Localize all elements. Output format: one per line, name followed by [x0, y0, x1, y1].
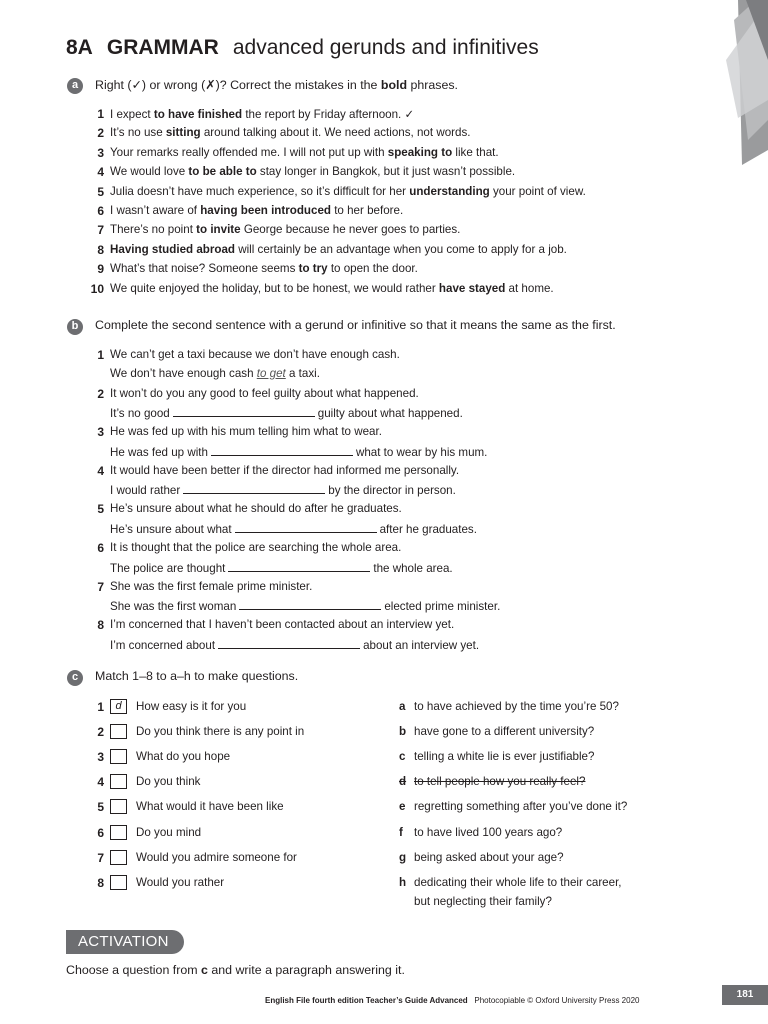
answer-box[interactable] — [110, 774, 127, 789]
answer-blank[interactable] — [173, 405, 315, 417]
original-sentence: It is thought that the police are searching the whole area. — [110, 541, 402, 554]
question-number: 3 — [97, 750, 104, 765]
ending-text: to have lived 100 years ago? — [414, 825, 563, 839]
sentence-start: I’m concerned about — [110, 638, 216, 652]
question-start: Do you mind — [136, 825, 202, 839]
bold-phrase: to invite — [196, 223, 241, 237]
question-start: Do you think — [136, 775, 201, 789]
sentence — [110, 165, 515, 178]
item-number: 7 — [97, 223, 104, 238]
sentence-text: to open the door. — [327, 262, 418, 276]
rewrite-sentence — [110, 521, 477, 536]
bold-phrase: to try — [298, 262, 328, 276]
ending-letter: a — [399, 700, 406, 713]
item-number: 2 — [97, 386, 104, 401]
sentence — [110, 126, 470, 139]
sentence-end: a taxi. — [285, 366, 320, 380]
sentence — [110, 107, 414, 121]
sentence-end: guilty about what happened. — [317, 407, 463, 421]
section-a-badge: a — [67, 78, 83, 94]
item-number: 3 — [97, 425, 104, 440]
question-number: 1 — [97, 700, 104, 714]
item-number: 6 — [97, 204, 104, 218]
example-answer: to get — [256, 366, 286, 380]
bold-phrase: Having studied abroad — [110, 242, 235, 256]
bold-phrase: to be able to — [188, 165, 257, 179]
sentence-end: after he graduates. — [379, 522, 477, 536]
item-number: 1 — [97, 107, 104, 121]
sentence — [110, 185, 586, 198]
ending-text-continued: but neglecting their family? — [414, 894, 552, 908]
original-sentence: We can’t get a taxi because we don’t have enough cash. — [110, 348, 400, 361]
sentence — [110, 204, 403, 217]
section-c-badge: c — [67, 670, 83, 686]
sentence-text: What’s that noise? Someone seems — [110, 262, 299, 276]
ending-letter: d — [399, 775, 407, 789]
sentence-text: There’s no point — [110, 223, 197, 237]
sentence-text: We would love — [110, 165, 189, 179]
sentence-text: George because he never goes to parties. — [240, 223, 461, 237]
sentence-text: It’s no use — [110, 126, 166, 140]
answer-blank[interactable] — [235, 521, 377, 533]
question-start: What would it have been like — [136, 800, 284, 814]
ending-letter: c — [399, 750, 406, 764]
rewrite-sentence — [110, 405, 463, 420]
page-title — [66, 36, 539, 60]
sentence-text: to her before. — [330, 204, 404, 217]
section-c-instruction: Match 1–8 to a–h to make questions. — [95, 669, 299, 683]
sentence-text: Julia doesn’t have much experience, so it’s difficult for her — [110, 184, 410, 198]
ending-text: regretting something after you’ve done it? — [414, 800, 628, 814]
answer-box[interactable] — [110, 749, 127, 764]
ending-text: to have achieved by the time you’re 50? — [414, 700, 619, 713]
sentence-text: around talking about it. We need actions, not words. — [200, 126, 471, 140]
answer-box[interactable] — [110, 825, 127, 840]
item-number: 7 — [97, 579, 104, 594]
answer-blank[interactable] — [183, 482, 325, 494]
item-number: 9 — [97, 262, 104, 277]
sentence-start: It’s no good — [110, 407, 170, 421]
page-number: 181 — [722, 985, 768, 1005]
section-a-instruction: Right (✓) or wrong (✗)? Correct the mistakes in the bold phrases. — [95, 78, 458, 92]
item-number: 2 — [97, 126, 104, 141]
item-number: 6 — [97, 541, 104, 555]
question-start: How easy is it for you — [136, 700, 247, 713]
item-number: 8 — [97, 618, 104, 633]
sentence-start: The police are thought — [110, 561, 226, 575]
sentence-end: what to wear by his mum. — [355, 445, 488, 459]
item-number: 4 — [97, 165, 104, 180]
sentence — [110, 223, 460, 236]
sentence-start: She was the first woman — [110, 600, 237, 614]
bold-phrase: sitting — [165, 126, 201, 140]
sentence — [110, 282, 554, 295]
section-word: GRAMMAR — [106, 36, 219, 59]
answer-blank[interactable] — [228, 560, 370, 572]
answer-box[interactable] — [110, 875, 127, 890]
bold-phrase: having been introduced — [200, 204, 331, 217]
sentence-start: We don’t have enough cash — [110, 366, 257, 380]
original-sentence: It won’t do you any good to feel guilty about what happened. — [110, 386, 419, 400]
question-number: 8 — [97, 875, 104, 890]
sentence-end: about an interview yet. — [363, 638, 480, 652]
ending-letter: h — [399, 875, 407, 889]
ending-text: to tell people how you really feel? — [414, 775, 586, 789]
question-number: 5 — [97, 800, 104, 815]
sentence-start: He was fed up with — [110, 445, 208, 459]
footer — [265, 996, 639, 1005]
answer-box[interactable]: d — [110, 699, 127, 714]
corner-decoration — [708, 0, 768, 165]
sentence-end: by the director in person. — [328, 484, 456, 498]
ending-letter: e — [399, 800, 406, 814]
activation-label: ACTIVATION — [66, 930, 184, 954]
footer-book: English File fourth edition Teacher’s Guide Advanced — [265, 996, 468, 1005]
sentence — [110, 243, 567, 256]
item-number: 1 — [97, 348, 104, 362]
item-number: 4 — [97, 463, 104, 478]
unit-code: 8A — [66, 36, 93, 59]
ending-letter: b — [399, 725, 407, 739]
rewrite-sentence — [110, 560, 453, 575]
ending-letter: g — [399, 850, 407, 864]
footer-copyright: Photocopiable © Oxford University Press 2020 — [474, 996, 640, 1005]
item-number: 3 — [97, 145, 104, 160]
question-number: 7 — [97, 850, 104, 865]
sentence-end: the whole area. — [373, 561, 453, 575]
question-number: 4 — [97, 775, 104, 790]
item-number: 8 — [97, 242, 104, 257]
answer-blank[interactable] — [211, 444, 353, 456]
sentence-text: I wasn’t aware of — [110, 204, 201, 217]
sentence-text: will certainly be an advantage when you come to apply for a job. — [234, 242, 567, 256]
sentence-text: Your remarks really offended me. I will not put up with — [110, 145, 388, 159]
rewrite-sentence — [110, 482, 456, 497]
answer-box[interactable] — [110, 724, 127, 739]
section-b-badge: b — [67, 319, 83, 335]
sentence-start: I would rather — [110, 484, 181, 498]
question-number: 6 — [97, 825, 104, 840]
bold-phrase: speaking to — [387, 145, 453, 159]
ending-text: being asked about your age? — [414, 850, 564, 864]
sentence-text: I expect — [110, 108, 154, 121]
sentence-end: elected prime minister. — [384, 600, 501, 614]
rewrite-sentence — [110, 367, 320, 380]
bold-phrase: to have finished — [153, 108, 243, 121]
original-sentence: I’m concerned that I haven’t been contacted about an interview yet. — [110, 618, 455, 632]
title-subtitle: advanced gerunds and infinitives — [232, 36, 539, 59]
sentence-text: at home. — [505, 281, 554, 295]
sentence-text: We quite enjoyed the holiday, but to be honest, we would rather — [110, 281, 439, 295]
original-sentence: He’s unsure about what he should do after he graduates. — [110, 502, 402, 516]
rewrite-sentence — [110, 598, 500, 613]
original-sentence: He was fed up with his mum telling him what to wear. — [110, 425, 382, 439]
ending-letter: f — [399, 825, 403, 839]
item-number: 5 — [97, 502, 104, 517]
activation-instruction: Choose a question from c and write a paragraph answering it. — [66, 963, 405, 977]
question-start: Would you rather — [136, 875, 225, 889]
sentence-start: He’s unsure about what — [110, 522, 232, 536]
answer-box[interactable] — [110, 799, 127, 814]
sentence-text: stay longer in Bangkok, but it just wasn’t possible. — [256, 165, 516, 179]
item-number: 10 — [90, 281, 104, 296]
ending-text: telling a white lie is ever justifiable? — [414, 750, 595, 764]
original-sentence: She was the first female prime minister. — [110, 579, 313, 593]
sentence-text: the report by Friday afternoon. ✓ — [242, 108, 415, 121]
question-start: Would you admire someone for — [136, 850, 297, 864]
sentence — [110, 146, 499, 159]
ending-text: dedicating their whole life to their career, — [414, 875, 622, 889]
answer-box[interactable] — [110, 850, 127, 865]
sentence-text: your point of view. — [489, 184, 586, 198]
rewrite-sentence — [110, 444, 487, 459]
bold-phrase: have stayed — [438, 281, 506, 295]
item-number: 5 — [97, 184, 104, 199]
answer-blank[interactable] — [218, 637, 360, 649]
original-sentence: It would have been better if the director had informed me personally. — [110, 463, 460, 477]
sentence — [110, 262, 418, 275]
question-start: Do you think there is any point in — [136, 725, 305, 739]
question-start: What do you hope — [136, 750, 231, 764]
section-b-instruction: Complete the second sentence with a gerund or infinitive so that it means the same as the first. — [95, 318, 616, 332]
sentence-text: like that. — [452, 145, 499, 159]
answer-blank[interactable] — [239, 598, 381, 610]
ending-text: have gone to a different university? — [414, 725, 595, 739]
bold-phrase: understanding — [409, 184, 490, 198]
rewrite-sentence — [110, 637, 479, 652]
question-number: 2 — [97, 725, 104, 740]
